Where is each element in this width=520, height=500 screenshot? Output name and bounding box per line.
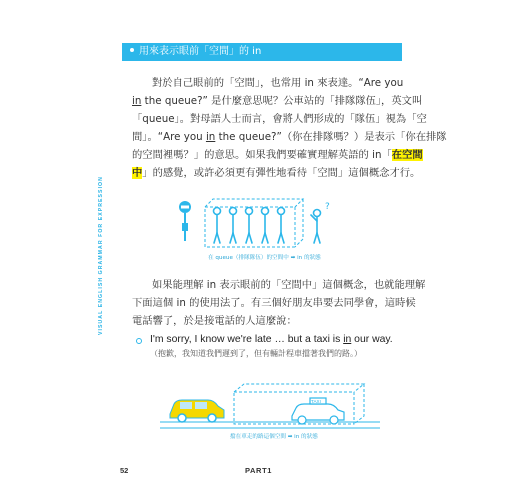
text-span: our way. <box>351 334 393 345</box>
paragraph-line <box>132 164 421 182</box>
queue-illustration <box>175 193 355 253</box>
page-number: 52 <box>120 466 129 475</box>
taxi-illustration <box>160 380 380 436</box>
road-lines <box>160 422 380 428</box>
paragraph-line: 電話響了，於是接電話的人這麼說： <box>132 315 297 327</box>
paragraph-line: 如果能理解 in 表示眼前的「空間中」這個概念，也就能理解 <box>152 279 426 291</box>
text-span: 的空間裡嗎？」的意思。如果我們要確實理解英語的 in「 <box>132 149 392 161</box>
circle-bullet-icon <box>136 338 142 344</box>
figure-2-caption: 擋在車走的路這個空間 ➡ in 的狀態 <box>230 434 318 440</box>
bus-stop-sign-icon <box>179 201 191 241</box>
highlighted-phrase: 在空間 <box>391 149 423 161</box>
paragraph-1 <box>132 74 447 182</box>
paragraph-line <box>132 92 423 110</box>
text-span: I'm sorry, I know we're late … but a taxi is <box>150 334 344 345</box>
text-span: 間」。“Are you <box>132 131 206 143</box>
underlined-word: in <box>132 95 142 107</box>
spine-title: VISUAL ENGLISH GRAMMAR FOR EXPRESSION <box>98 176 104 335</box>
text-span: the queue?” 是什麼意思呢？公車站的「排隊隊伍」，英文叫 <box>141 95 423 107</box>
example-translation: （抱歉，我知道我們遲到了，但有輛計程車擋著我們的路。） <box>150 349 362 358</box>
taxi-sign-label: TAXI <box>311 399 321 404</box>
paragraph-line: 下面這個 in 的使用法了。有三個好朋友串要去同學會，這時候 <box>132 297 416 309</box>
part-label: PART1 <box>245 466 273 475</box>
example-sentence <box>150 334 410 359</box>
text-span: the queue?”（你在排隊嗎？）是表示「你在排隊 <box>215 131 447 143</box>
paragraph-line <box>132 146 423 164</box>
question-mark-icon: ? <box>325 202 330 212</box>
underlined-word: in <box>343 334 352 345</box>
example-english <box>150 334 410 345</box>
highlighted-phrase: 中 <box>132 167 143 179</box>
yellow-car-icon <box>170 400 224 422</box>
text-span: 」的感覺，或許必須更有彈性地看待「空間」這個概念才行。 <box>142 167 421 179</box>
questioning-person-icon <box>311 210 321 244</box>
bullet-dot-icon <box>130 48 134 52</box>
people-in-queue <box>214 208 285 244</box>
underlined-word: in <box>205 131 216 143</box>
section-header <box>122 43 402 61</box>
paragraph-line: 對於自己眼前的「空間」，也常用 in 來表達。“Are you <box>152 77 404 89</box>
figure-1-caption: 在 queue（排隊隊伍）的空間中 ➡ in 的狀態 <box>208 255 321 261</box>
section-title: 用來表示眼前「空間」的 in <box>139 46 262 57</box>
paragraph-2 <box>132 276 426 330</box>
paragraph-line <box>132 128 447 146</box>
paragraph-line: 「queue」。對母語人士而言，會將人們形成的「隊伍」視為「空 <box>132 113 427 125</box>
